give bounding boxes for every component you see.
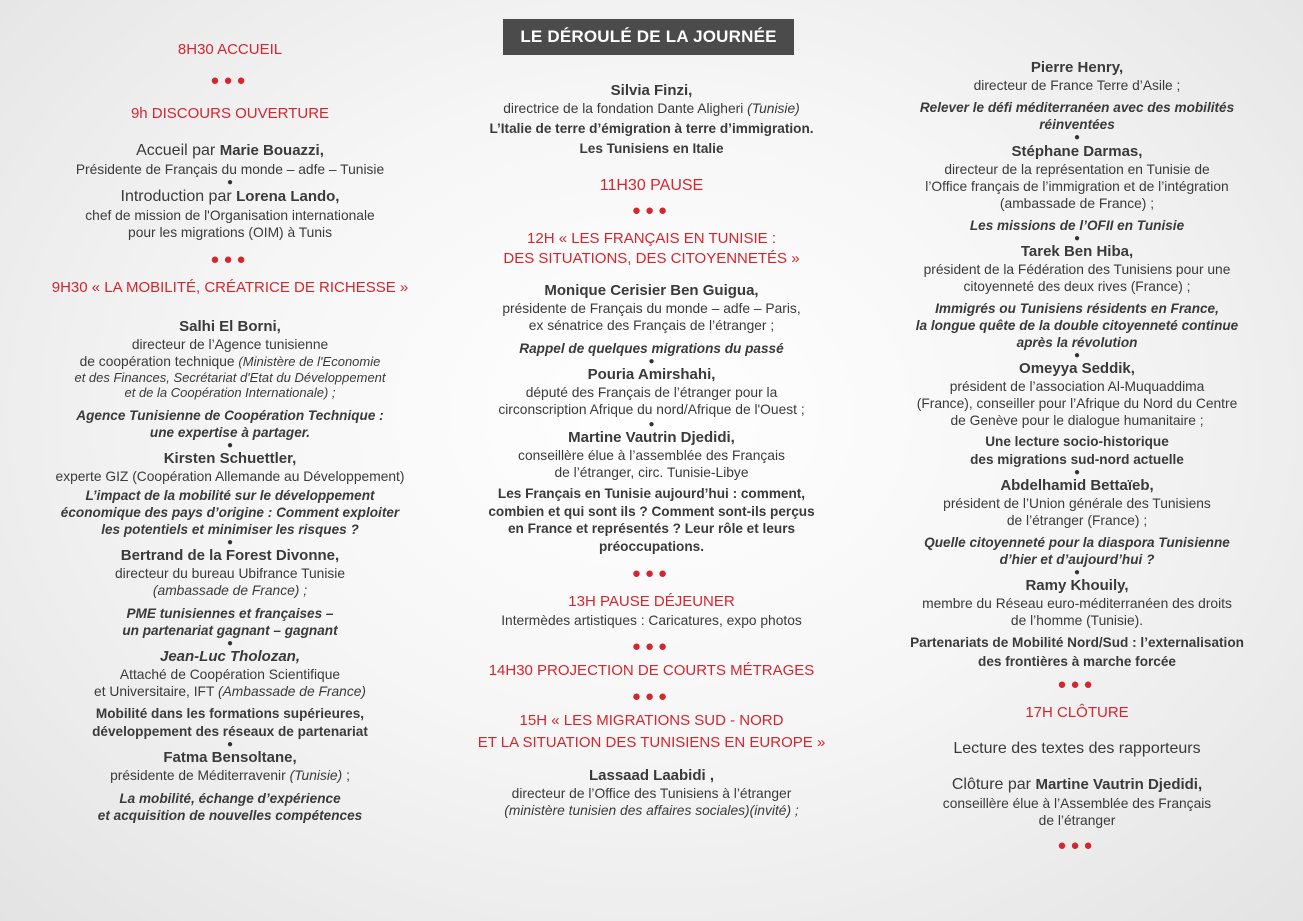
speaker-role: Attaché de Coopération Scientifique [119, 667, 341, 682]
speaker-role: de l’étranger [1038, 813, 1116, 828]
talk-title: L’impact de la mobilité sur le développement [85, 488, 375, 503]
role-end: ; [346, 768, 350, 783]
speaker-role: président de la Fédération des Tunisiens pour une [923, 262, 1231, 277]
separator-dots: ●●● [631, 688, 672, 705]
talk-title: réinventées [1039, 117, 1115, 132]
speaker-role: et de la Coopération Internationale) ; [124, 385, 336, 400]
intro-label: Introduction par [120, 188, 232, 205]
talk-title: Les Français en Tunisie aujourd’hui : comment, [497, 486, 806, 501]
talk-title: Relever le défi méditerranéen avec des mobilités [919, 100, 1235, 115]
session-francais-2: DES SITUATIONS, DES CITOYENNETÉS » [503, 250, 800, 267]
talk-title: les potentiels et minimiser les risques ? [101, 522, 359, 537]
role-affiliation: (Ambassade de France) [217, 684, 366, 699]
speaker-name: Martine Vautrin Djedidi, [568, 429, 735, 446]
speaker-name: Lassaad Laabidi , [588, 767, 715, 784]
speaker-role [30, 683, 430, 700]
speaker-role: de l’étranger, circ. Tunisie-Libye [554, 465, 749, 480]
slot-discours: 9h DISCOURS OUVERTURE [130, 105, 330, 122]
speaker-role: (ambassade de France) ; [152, 583, 308, 598]
bullet: ● [1073, 233, 1081, 244]
separator-dots: ●●● [631, 638, 672, 655]
speaker-name: Kirsten Schuettler, [163, 450, 297, 467]
speaker-role: conseillère élue à l’assemblée des Français [518, 448, 785, 463]
speaker-role: et des Finances, Secrétariat d'Etat du Développement [74, 370, 386, 385]
bullet: ● [648, 356, 655, 367]
role-affiliation: (Ministère de l'Economie [238, 354, 381, 369]
speaker-role: directeur de l’Office des Tunisiens à l’étranger [511, 786, 792, 801]
speaker-name: Monique Cerisier Ben Guigua, [544, 282, 759, 299]
speaker-role: directeur de France Terre d’Asile ; [973, 78, 1181, 93]
bullet: ● [226, 739, 234, 750]
page-title: LE DÉROULÉ DE LA JOURNÉE [503, 19, 794, 55]
talk-title: et acquisition de nouvelles compétences [97, 808, 363, 823]
speaker-name: Bertrand de la Forest Divonne, [120, 547, 340, 564]
speaker-name: Pouria Amirshahi, [587, 366, 716, 383]
column-midday [455, 82, 848, 819]
bullet: ● [1073, 467, 1081, 478]
slot-dejeuner: 13H PAUSE DÉJEUNER [568, 593, 735, 610]
speaker-role: directeur de la représentation en Tunisie de [944, 162, 1210, 177]
separator-dots: ●●● [1057, 676, 1097, 693]
bullet: ● [226, 638, 234, 649]
speaker-role: citoyenneté des deux rives (France) ; [963, 279, 1191, 294]
speaker-role: l’Office français de l’immigration et de l’intégration [925, 179, 1229, 194]
speaker-name: Lorena Lando, [236, 188, 340, 205]
speaker-role: membre du Réseau euro-méditerranéen des droits [922, 596, 1232, 611]
speaker-name: Salhi El Borni, [179, 318, 281, 335]
speaker-role [30, 767, 430, 784]
speaker-role: directeur de l’Agence tunisienne [131, 337, 329, 352]
talk-title: des frontières à marche forcée [978, 653, 1176, 669]
role-text: de coopération technique [79, 354, 235, 369]
talk-title: une expertise à partager. [149, 425, 311, 440]
speaker-role: ex sénatrice des Français de l’étranger ; [528, 318, 775, 333]
intro-label: Accueil par [136, 142, 216, 159]
speaker-role [455, 100, 848, 117]
speaker-name: Abdelhamid Bettaïeb, [1000, 477, 1154, 494]
bullet: ● [648, 419, 655, 430]
talk-title: Quelle citoyenneté pour la diaspora Tunisienne [924, 535, 1230, 550]
speaker-role: président de l’Union générale des Tunisiens [943, 496, 1211, 511]
speaker-role: de Genève pour le dialogue humanitaire ; [950, 413, 1204, 428]
session-migrations-1: 15H « LES MIGRATIONS SUD - NORD [519, 712, 784, 729]
talk-title: Les Tunisiens en Italie [579, 140, 724, 156]
slot-accueil: 8H30 ACCUEIL [177, 41, 283, 58]
talk-title: préoccupations. [599, 538, 704, 554]
bullet: ● [226, 177, 234, 188]
talk-title: d’hier et d’aujourd’hui ? [999, 552, 1155, 567]
speaker-name: Omeyya Seddik, [1019, 360, 1135, 377]
talk-title: développement des réseaux de partenariat [92, 723, 368, 739]
speaker-role: député des Français de l’étranger pour la [525, 385, 778, 400]
speaker-name: Martine Vautrin Djedidi, [1035, 776, 1203, 793]
intro-label: Clôture par [951, 776, 1031, 793]
speaker-role: directeur du bureau Ubifrance Tunisie [114, 566, 346, 581]
column-morning [30, 40, 430, 824]
cloture-lecture: Lecture des textes des rapporteurs [953, 740, 1201, 757]
talk-title: un partenariat gagnant – gagnant [122, 623, 338, 638]
talk-title: Agence Tunisienne de Coopération Technique : [76, 408, 384, 423]
speaker-role: conseillère élue à l’Assemblée des Français [942, 796, 1212, 811]
speaker-name: Marie Bouazzi, [219, 142, 324, 159]
speaker-cloture [872, 775, 1282, 795]
talk-title: PME tunisiennes et françaises – [126, 606, 334, 621]
slot-cloture: 17H CLÔTURE [1025, 704, 1129, 721]
role-affiliation: (Tunisie) [747, 101, 800, 116]
talk-title: économique des pays d’origine : Comment exploiter [60, 505, 400, 520]
separator-dots: ●●● [210, 72, 250, 89]
speaker-bouazzi [30, 141, 430, 161]
speaker-role: pour les migrations (OIM) à Tunis [128, 225, 332, 240]
separator-dots: ●●● [210, 251, 250, 268]
speaker-role: chef de mission de l'Organisation internationale [85, 208, 375, 223]
speaker-role: circonscription Afrique du nord/Afrique de l'Ouest ; [498, 402, 805, 417]
session-mobilite: 9H30 « LA MOBILITÉ, CRÉATRICE DE RICHESSE » [51, 279, 409, 296]
session-migrations-2: ET LA SITUATION DES TUNISIENS EN EUROPE » [477, 734, 826, 751]
speaker-name: Tarek Ben Hiba, [1020, 243, 1134, 260]
talk-title: Une lecture socio-historique [985, 434, 1169, 449]
separator-dots: ●●● [631, 565, 672, 582]
talk-title: Les missions de l’OFII en Tunisie [969, 218, 1185, 233]
speaker-name: Pierre Henry, [1030, 59, 1124, 76]
speaker-role: présidente de Français du monde – adfe – Paris, [502, 301, 801, 316]
speaker-role [30, 353, 430, 370]
talk-title: Rappel de quelques migrations du passé [519, 341, 784, 356]
slot-pause: 11H30 PAUSE [599, 177, 704, 194]
talk-title: la longue quête de la double citoyenneté continue [915, 318, 1239, 333]
bullet: ● [1073, 350, 1081, 361]
bullet: ● [226, 440, 234, 451]
role-text: directrice de la fondation Dante Aligheri [503, 101, 744, 116]
bullet: ● [1073, 567, 1081, 578]
speaker-name: Stéphane Darmas, [1011, 143, 1143, 160]
speaker-name: Ramy Khouily, [1025, 577, 1129, 594]
talk-title: Partenariats de Mobilité Nord/Sud : l’externalisation [910, 635, 1244, 650]
speaker-name: Silvia Finzi, [610, 82, 693, 99]
talk-title: en France et représentés ? Leur rôle et leurs [507, 521, 796, 536]
bullet: ● [226, 537, 234, 548]
talk-title: combien et qui sont ils ? Comment sont-ils perçus [488, 503, 815, 519]
speaker-name: Fatma Bensoltane, [163, 749, 297, 766]
speaker-role: (France), conseiller pour l’Afrique du Nord du Centre [916, 396, 1238, 411]
speaker-role: (ambassade de France) ; [999, 196, 1155, 211]
talk-title: Immigrés ou Tunisiens résidents en France, [935, 301, 1219, 316]
slot-projection: 14H30 PROJECTION DE COURTS MÉTRAGES [488, 662, 815, 679]
session-francais-1: 12H « LES FRANÇAIS EN TUNISIE : [527, 230, 776, 247]
talk-title: Mobilité dans les formations supérieures, [95, 706, 365, 721]
separator-dots: ●●● [1057, 837, 1097, 854]
separator-dots: ●●● [631, 202, 672, 219]
speaker-lando [30, 187, 430, 207]
talk-title: après la révolution [1016, 335, 1138, 350]
talk-title: L’Italie de terre d’émigration à terre d’immigration. [489, 121, 814, 136]
column-afternoon [872, 59, 1282, 855]
slot-dejeuner-detail: Intermèdes artistiques : Caricatures, expo photos [501, 613, 802, 628]
speaker-name: Jean-Luc Tholozan, [159, 648, 300, 665]
speaker-role: (ministère tunisien des affaires sociales)(invité) ; [504, 803, 799, 818]
speaker-role: experte GIZ (Coopération Allemande au Développement) [55, 469, 405, 484]
bullet: ● [1073, 132, 1081, 143]
role-text: présidente de Méditerravenir [110, 768, 286, 783]
role-text: et Universitaire, IFT [94, 684, 215, 699]
talk-title: des migrations sud-nord actuelle [970, 451, 1184, 467]
speaker-role: de l’étranger (France) ; [1006, 513, 1148, 528]
talk-title: La mobilité, échange d’expérience [119, 791, 341, 806]
role-affiliation: (Tunisie) [289, 768, 343, 783]
speaker-role: président de l’association Al-Muquaddima [949, 379, 1205, 394]
speaker-role: de l’homme (Tunisie). [1010, 613, 1144, 628]
speaker-role: Présidente de Français du monde – adfe – Tunisie [75, 162, 385, 177]
